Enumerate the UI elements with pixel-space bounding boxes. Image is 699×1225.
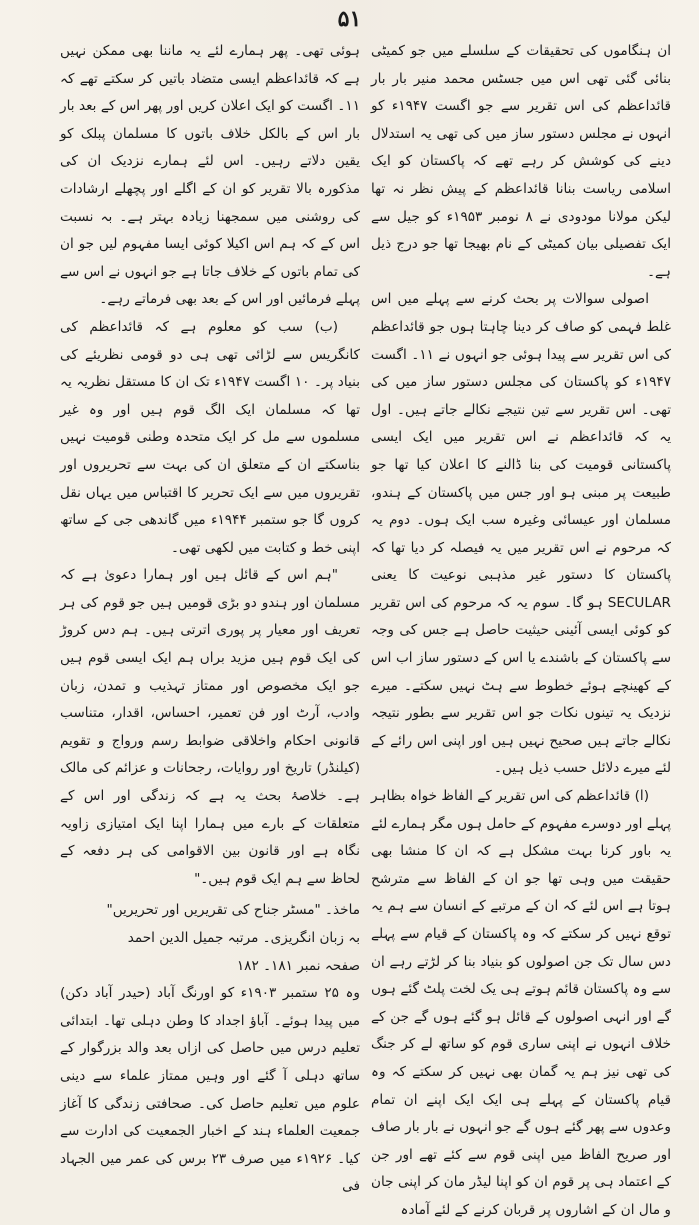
source-title: ماخذ۔ "مسٹر جناح کی تقریریں اور تحریریں" <box>106 902 360 919</box>
source-pages: صفحہ نمبر ۱۸۱۔ ۱۸۲ <box>236 957 360 974</box>
source-citation <box>60 897 360 980</box>
paragraph-misconception: اصولی سوالات پر بحث کرنے سے پہلے میں اس غلط فہمی کو صاف کر دینا چاہتا ہوں جو قائداعظم کی اس تقریر سے پیدا ہوئی جو انہوں نے ۱۱۔ اگست ۱۹۴۷ء کو پاکستان کی مجلس دستور ساز میں کی تھی۔ اس تقریر سے تین نتیجے نکالے جاتے ہیں۔ اول یہ کہ قائداعظم نے اس تقریر میں ایک ایسی پاکستانی قومیت کی بنا ڈالنے کا اعلان کیا تھا جو طبیعت پر مبنی ہو اور جس میں پاکستان کے ہندو، مسلمان اور عیسائی وغیرہ سب ایک ہوں۔ دوم یہ کہ مرحوم نے اس تقریر میں یہ فیصلہ کر دیا تھا کہ پاکستان کا دستور غیر مذہبی نوعیت کا یعنی SECULAR ہو گا۔ سوم یہ کہ مرحوم کی اس تقریر کو کوئی ایسی آئینی حیثیت حاصل ہے جس کی وجہ سے پاکستان کے باشندے یا اس کے دستور ساز اب اس کے کھینچے ہوئے خطوط سے ہٹ نہیں سکتے۔ میرے نزدیک یہ تینوں نکات جو اس تقریر سے بطور نتیجہ نکالے جاتے ہیں صحیح نہیں ہیں اور اپنی اس رائے کے لئے میرے دلائل حسب ذیل ہیں۔ <box>371 291 672 777</box>
paragraph-continuation: ہوئی تھی۔ پھر ہمارے لئے یہ ماننا بھی ممکن نہیں ہے کہ قائداعظم ایسی متضاد باتیں کر سکتے تھے کہ ۱۱۔ اگست کو ایک اعلان کریں اور پھر اس کے بعد بار بار اس کے بالکل خلاف باتوں کا مسلمان پبلک کو یقین دلاتے رہیں۔ اس لئے ہمارے نزدیک ان کی مذکورہ بالا تقریر کو ان کے اگلے اور پچھلے ارشادات کی روشنی میں سمجھنا زیادہ بہتر ہے۔ بہ نسبت اس کے کہ ہم اس اکیلا کوئی ایسا مفہوم لیں جو ان کی تمام باتوں کے خلاف جاتا ہے جو انہوں نے اس سے پہلے فرمائیں اور اس کے بعد بھی فرماتے رہے۔ <box>60 43 360 308</box>
left-column <box>60 38 360 1201</box>
quotation-two-nation: "ہم اس کے قائل ہیں اور ہمارا دعویٰ ہے کہ مسلمان اور ہندو دو بڑی قومیں ہیں جو قوم کی ہر تعریف اور معیار پر پوری اترتی ہیں۔ ہم دس کروڑ کی ایک قوم ہیں مزید براں ہم ایک ایسی قوم ہیں جو ایک مخصوص اور ممتاز تہذیب و تمدن، زبان وادب، آرٹ اور فن تعمیر، احساس، اقدار، متناسب قانونی احکام واخلاقی ضوابط رسم ورواج و تقویم (کیلنڈر) تاریخ اور روایات، رجحانات و عزائم کی مالک ہے۔ خلاصۂ بحث یہ ہے کہ زندگی اور اس کے متعلقات کے بارے میں ہمارا اپنا ایک امتیازی زاویہ نگاہ ہے اور قانون بین الاقوامی کی ہر دفعہ کے لحاظ سے ہم ایک قوم ہیں۔" <box>60 567 360 887</box>
right-column <box>371 38 671 1225</box>
paragraph-point-b: (ب) سب کو معلوم ہے کہ قائداعظم کی کانگریس سے لڑائی تھی ہی دو قومی نظریئے کی بنیاد پر۔ ۱۰ اگست ۱۹۴۷ء تک ان کا مستقل نظریہ یہ تھا کہ مسلمان ایک الگ قوم ہیں اور وہ غیر مسلموں سے مل کر ایک متحدہ وطنی قومیت نہیں بناسکتے ان کے متعلق ان کی بہت سے تحریروں اور تقریروں میں سے ایک تحریر کا اقتباس میں یہاں نقل کروں گا جو ستمبر ۱۹۴۴ء میں گاندھی جی کے ساتھ اپنی خط و کتابت میں لکھی تھی۔ <box>60 318 360 556</box>
paragraph-committee: ان ہنگاموں کی تحقیقات کے سلسلے میں جو کمیٹی بنائی گئی تھی اس میں جسٹس محمد منیر بار بار قائداعظم کی اس تقریر سے جو اگست ۱۹۴۷ء کو انہوں نے مجلس دستور ساز میں کی تھی یہ استدلال دینے کی کوشش کر رہے تھے کہ پاکستان کو ایک اسلامی ریاست بنانا قائداعظم کے پیش نظر نہ تھا لیکن مولانا مودودی نے ۸ نومبر ۱۹۵۳ء کو جیل سے ایک تفصیلی بیان کمیٹی کے نام بھیجا تھا جو درج ذیل ہے۔ <box>371 43 671 280</box>
paragraph-biography: وہ ۲۵ ستمبر ۱۹۰۳ء کو اورنگ آباد (حیدر آباد دکن) میں پیدا ہوئے۔ آباؤ اجداد کا وطن دہلی تھا۔ ابتدائی تعلیم درس میں حاصل کی ازاں بعد والد بزرگوار کے ساتھ دہلی آ گئے اور وہیں ممتاز علماء سے دینی علوم میں تعلیم حاصل کی۔ صحافتی زندگی کا آغاز جمعیت العلماء ہند کے اخبار الجمعیت کی ادارت سے کیا۔ ۱۹۲۶ء میں صرف ۲۳ برس کی عمر میں الجہاد فی <box>60 985 360 1195</box>
page-number: ۵۱ <box>337 6 362 32</box>
source-editor: بہ زبان انگریزی۔ مرتبہ جمیل الدین احمد <box>127 930 360 946</box>
paragraph-point-a: (ا) قائداعظم کی اس تقریر کے الفاظ خواہ بظاہر پہلے اور دوسرے مفہوم کے حامل ہوں مگر ہمارے لئے یہ باور کرنا بہت مشکل ہے کہ ان کا منشا بھی حقیقت میں وہی تھا جو ان کے الفاظ سے مترشح ہوتا ہے اس لئے کہ ان کے مرتبے کے انسان سے ہم یہ توقع نہیں کر سکتے کہ وہ پاکستان کے قیام سے پہلے دس سال تک جن اصولوں کو بنیاد بنا کر لڑتے رہے ان سے وہ پاکستان قائم ہوتے ہی یک لخت پلٹ گئے ہوں گے اور انہی اصولوں کے قائل ہو گئے ہوں گے جن کے خلاف انہوں نے اپنی ساری قوم کو ساتھ لے کر جنگ کی تھی نیز ہم یہ گمان بھی نہیں کر سکتے کہ وہ قیام پاکستان کے پہلے ہی ایک ایک اپنے ان تمام وعدوں سے پھر گئے ہوں گے جو انہوں نے بار بار صاف اور صریح الفاظ میں اپنی قوم سے کئے تھے اور جن کے اعتماد ہی پر قوم ان کو اپنا لیڈر مان کر اپنی جان و مال ان کے اشاروں پر قربان کرنے کے لئے آمادہ <box>371 788 671 1218</box>
